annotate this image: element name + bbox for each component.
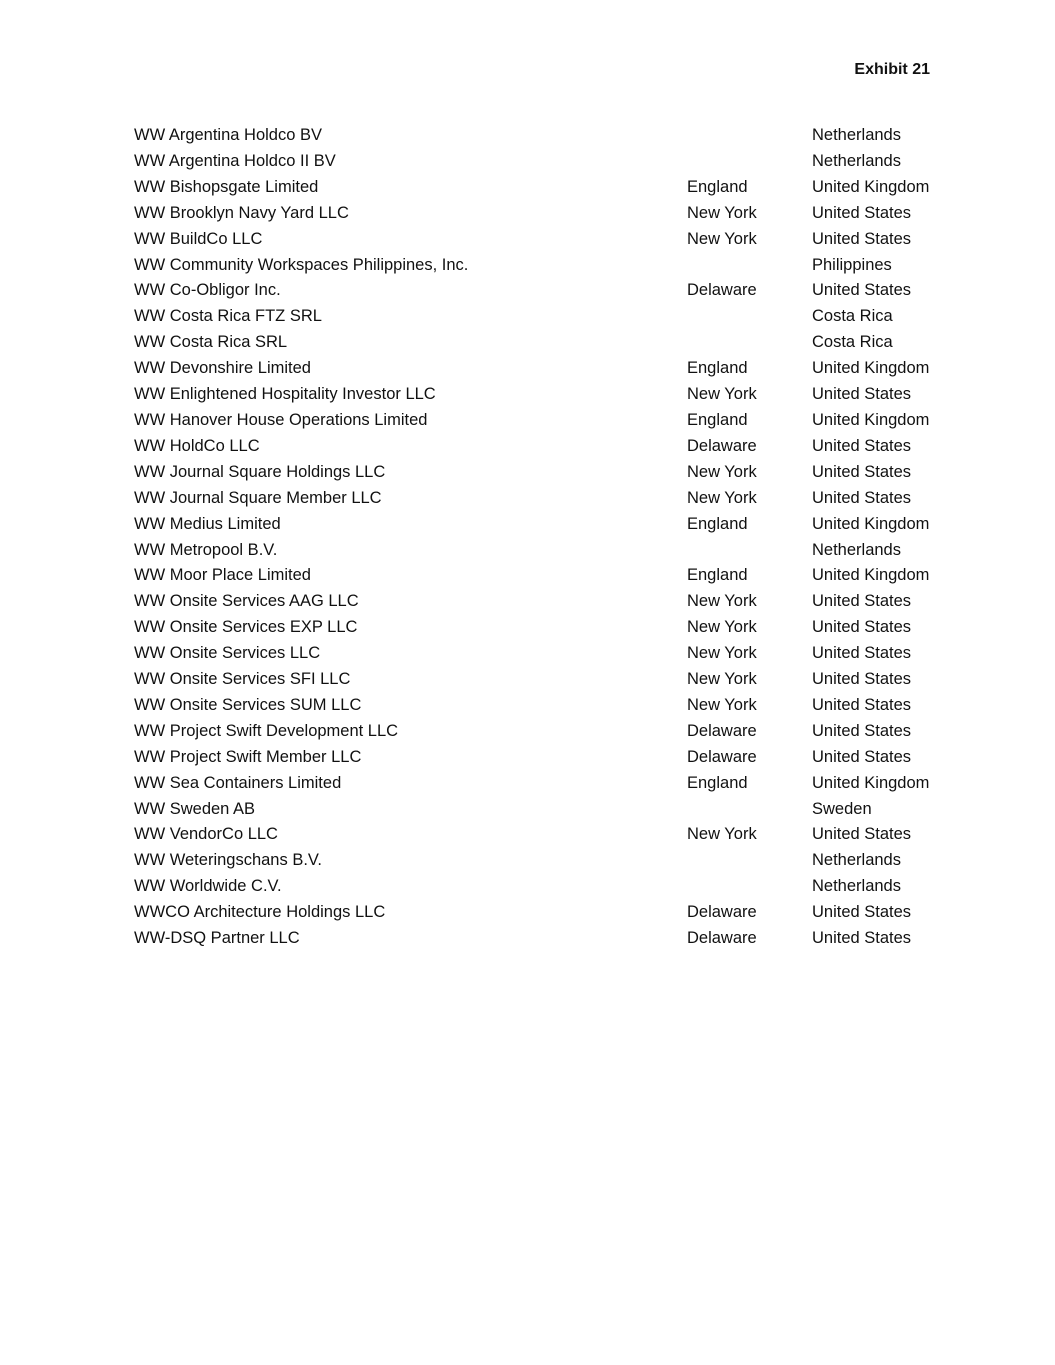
subsidiary-table bbox=[134, 123, 952, 952]
subsidiary-name: WW Onsite Services AAG LLC bbox=[134, 592, 359, 611]
table-row bbox=[134, 486, 952, 512]
table-row bbox=[134, 848, 952, 874]
subsidiary-country: United States bbox=[812, 644, 912, 663]
subsidiary-name: WW Enlightened Hospitality Investor LLC bbox=[134, 385, 436, 404]
subsidiary-state bbox=[687, 874, 812, 900]
subsidiary-name: WW Co-Obligor Inc. bbox=[134, 281, 281, 300]
subsidiary-country: United States bbox=[812, 488, 912, 507]
subsidiary-state: England bbox=[687, 177, 748, 196]
table-row bbox=[134, 149, 952, 175]
subsidiary-country: Netherlands bbox=[812, 126, 901, 144]
subsidiary-state: New York bbox=[687, 462, 757, 481]
subsidiary-state bbox=[687, 538, 812, 564]
subsidiary-name: WW Journal Square Member LLC bbox=[134, 488, 382, 507]
table-row bbox=[134, 641, 952, 667]
subsidiary-country: United States bbox=[812, 747, 912, 766]
table-row bbox=[134, 822, 952, 848]
subsidiary-name: WW Community Workspaces Philippines, Inc. bbox=[134, 255, 469, 274]
subsidiary-country: United States bbox=[812, 929, 912, 948]
table-row bbox=[134, 719, 952, 745]
subsidiary-name: WW Medius Limited bbox=[134, 514, 281, 533]
subsidiary-country: Netherlands bbox=[812, 851, 901, 870]
subsidiary-name: WW Onsite Services SUM LLC bbox=[134, 695, 362, 714]
subsidiary-country: Netherlands bbox=[812, 540, 901, 559]
table-row bbox=[134, 201, 952, 227]
table-row bbox=[134, 330, 952, 356]
subsidiary-state: Delaware bbox=[687, 281, 757, 300]
exhibit-title: Exhibit 21 bbox=[854, 61, 930, 78]
subsidiary-state: England bbox=[687, 410, 748, 429]
subsidiary-name: WW Devonshire Limited bbox=[134, 359, 311, 378]
table-row bbox=[134, 382, 952, 408]
subsidiary-state bbox=[687, 330, 812, 356]
subsidiary-state: Delaware bbox=[687, 436, 757, 455]
subsidiary-state bbox=[687, 848, 812, 874]
subsidiary-name: WW Bishopsgate Limited bbox=[134, 177, 319, 196]
subsidiary-name: WW Project Swift Member LLC bbox=[134, 747, 362, 766]
subsidiary-country: United States bbox=[812, 436, 912, 455]
table-row bbox=[134, 253, 952, 279]
table-row bbox=[134, 874, 952, 900]
table-row bbox=[134, 563, 952, 589]
subsidiary-name: WW Moor Place Limited bbox=[134, 566, 311, 585]
subsidiary-state: New York bbox=[687, 488, 757, 507]
subsidiary-name: WW Argentina Holdco II BV bbox=[134, 151, 336, 170]
table-row bbox=[134, 900, 952, 926]
subsidiary-name: WW Hanover House Operations Limited bbox=[134, 410, 428, 429]
table-row bbox=[134, 771, 952, 797]
subsidiary-state: New York bbox=[687, 592, 757, 611]
subsidiary-name: WW Onsite Services LLC bbox=[134, 644, 321, 663]
subsidiary-name: WW Onsite Services EXP LLC bbox=[134, 618, 358, 637]
table-row bbox=[134, 175, 952, 201]
table-row bbox=[134, 745, 952, 771]
subsidiary-name: WW Brooklyn Navy Yard LLC bbox=[134, 203, 349, 222]
subsidiary-state: New York bbox=[687, 825, 757, 844]
subsidiary-name: WW Worldwide C.V. bbox=[134, 877, 282, 896]
subsidiary-country: United Kingdom bbox=[812, 177, 930, 196]
table-row bbox=[134, 304, 952, 330]
subsidiary-state: New York bbox=[687, 618, 757, 637]
subsidiary-state: Delaware bbox=[687, 747, 757, 766]
subsidiary-state: New York bbox=[687, 229, 757, 248]
subsidiary-name: WW Costa Rica FTZ SRL bbox=[134, 307, 322, 326]
subsidiary-state: England bbox=[687, 773, 748, 792]
subsidiary-state: Delaware bbox=[687, 903, 757, 922]
table-row bbox=[134, 460, 952, 486]
table-row bbox=[134, 123, 952, 149]
subsidiary-name: WW Costa Rica SRL bbox=[134, 333, 288, 352]
subsidiary-name: WWCO Architecture Holdings LLC bbox=[134, 903, 386, 922]
subsidiary-country: United States bbox=[812, 721, 912, 740]
subsidiary-state bbox=[687, 253, 812, 279]
subsidiary-state: New York bbox=[687, 670, 757, 689]
subsidiary-name: WW HoldCo LLC bbox=[134, 436, 260, 455]
table-row bbox=[134, 227, 952, 253]
subsidiary-name: WW Weteringschans B.V. bbox=[134, 851, 322, 870]
table-row bbox=[134, 356, 952, 382]
subsidiary-country: United States bbox=[812, 462, 912, 481]
subsidiary-country: Netherlands bbox=[812, 877, 901, 896]
subsidiary-state bbox=[687, 149, 812, 175]
table-row bbox=[134, 615, 952, 641]
subsidiary-state: Delaware bbox=[687, 929, 757, 948]
subsidiary-country: Netherlands bbox=[812, 151, 901, 170]
table-row bbox=[134, 667, 952, 693]
subsidiary-name: WW Sweden AB bbox=[134, 799, 256, 818]
subsidiary-country: United States bbox=[812, 203, 912, 222]
subsidiary-country: United States bbox=[812, 281, 912, 300]
table-row bbox=[134, 538, 952, 564]
subsidiary-state bbox=[687, 797, 812, 823]
subsidiary-country: United States bbox=[812, 618, 912, 637]
subsidiary-name: WW Metropool B.V. bbox=[134, 540, 278, 559]
subsidiary-state: New York bbox=[687, 644, 757, 663]
table-row bbox=[134, 926, 952, 952]
subsidiary-name: WW VendorCo LLC bbox=[134, 825, 278, 844]
subsidiary-rows bbox=[134, 123, 952, 952]
subsidiary-state: Delaware bbox=[687, 721, 757, 740]
subsidiary-name: WW-DSQ Partner LLC bbox=[134, 929, 300, 948]
subsidiary-country: Sweden bbox=[812, 799, 872, 818]
subsidiary-country: United States bbox=[812, 592, 912, 611]
subsidiary-country: United Kingdom bbox=[812, 566, 930, 585]
subsidiary-country: United States bbox=[812, 903, 912, 922]
subsidiary-name: WW Journal Square Holdings LLC bbox=[134, 462, 386, 481]
subsidiary-country: United States bbox=[812, 229, 912, 248]
subsidiary-name: WW BuildCo LLC bbox=[134, 229, 263, 248]
subsidiary-state: England bbox=[687, 359, 748, 378]
subsidiary-country: Costa Rica bbox=[812, 333, 893, 352]
subsidiary-state: New York bbox=[687, 203, 757, 222]
subsidiary-country: Costa Rica bbox=[812, 307, 893, 326]
table-row bbox=[134, 434, 952, 460]
subsidiary-name: WW Project Swift Development LLC bbox=[134, 721, 399, 740]
subsidiary-state bbox=[687, 304, 812, 330]
subsidiary-state bbox=[687, 123, 812, 149]
subsidiary-country: United States bbox=[812, 385, 912, 404]
subsidiary-state: England bbox=[687, 566, 748, 585]
subsidiary-country: United Kingdom bbox=[812, 359, 930, 378]
table-row bbox=[134, 278, 952, 304]
subsidiary-country: United States bbox=[812, 670, 912, 689]
subsidiary-country: United Kingdom bbox=[812, 410, 930, 429]
subsidiary-state: England bbox=[687, 514, 748, 533]
table-row bbox=[134, 693, 952, 719]
subsidiary-country: United Kingdom bbox=[812, 514, 930, 533]
table-row bbox=[134, 797, 952, 823]
subsidiary-country: Philippines bbox=[812, 255, 892, 274]
subsidiary-country: United Kingdom bbox=[812, 773, 930, 792]
table-row bbox=[134, 589, 952, 615]
subsidiary-country: United States bbox=[812, 695, 912, 714]
subsidiary-state: New York bbox=[687, 385, 757, 404]
subsidiary-country: United States bbox=[812, 825, 912, 844]
subsidiary-name: WW Sea Containers Limited bbox=[134, 773, 342, 792]
table-row bbox=[134, 408, 952, 434]
table-row bbox=[134, 512, 952, 538]
subsidiary-name: WW Onsite Services SFI LLC bbox=[134, 670, 351, 689]
subsidiary-state: New York bbox=[687, 695, 757, 714]
subsidiary-name: WW Argentina Holdco BV bbox=[134, 126, 322, 144]
